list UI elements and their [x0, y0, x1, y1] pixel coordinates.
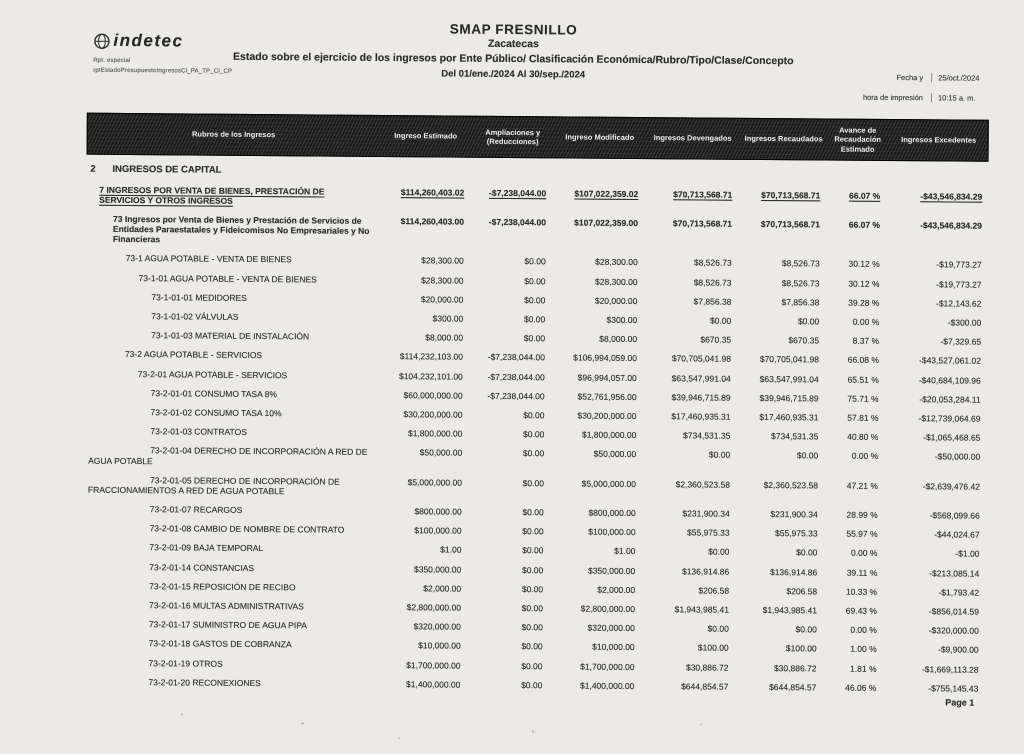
row-estimado: $1,700,000.00 — [375, 659, 467, 670]
row-concept: 73-2-01-05 DERECHO DE INCORPORACIÓN DE FRACCIONAMIENTOS A RED DE AGUA POTABLE — [84, 474, 376, 497]
row-recaudados: $0.00 — [735, 547, 823, 558]
row-concept: 73-1 AGUA POTABLE - VENTA DE BIENES — [86, 253, 378, 265]
row-ampliaciones: $0.00 — [470, 256, 552, 267]
row-devengados: $8,526.73 — [644, 257, 738, 268]
row-concept: 73-2-01-17 SUMINISTRO DE AGUA PIPA — [83, 619, 375, 631]
row-avance: 75.71 % — [825, 393, 885, 404]
row-avance: 65.51 % — [825, 374, 885, 385]
row-ampliaciones: $0.00 — [467, 545, 549, 556]
print-date-row — [863, 73, 995, 83]
row-modificado: $5,000,000.00 — [550, 478, 642, 499]
row-excedentes: -$19,773.27 — [886, 279, 988, 290]
row-modificado: $300.00 — [551, 314, 643, 325]
row-ampliaciones: -$7,238,044.00 — [469, 371, 551, 382]
row-modificado: $320,000.00 — [549, 622, 641, 633]
row-avance: 66.07 % — [826, 190, 886, 211]
row-ampliaciones: $0.00 — [470, 275, 552, 286]
row-recaudados: $0.00 — [737, 316, 825, 327]
row-avance: 0.00 % — [825, 316, 885, 327]
row-avance: 0.00 % — [823, 548, 883, 559]
report-title: Estado sobre el ejercicio de los ingresos por Ente Público/ Clasificación Económica/Rubro/Tipo/Clase/Concepto — [1, 49, 1024, 69]
row-modificado: $8,000.00 — [551, 333, 643, 344]
row-estimado: $2,800,000.00 — [375, 602, 467, 613]
row-concept: 73-1-01 AGUA POTABLE - VENTA DE BIENES — [86, 272, 378, 284]
row-excedentes: -$1,065,468.65 — [884, 432, 986, 443]
row-devengados: $206.58 — [641, 585, 735, 596]
row-avance: 0.00 % — [823, 625, 883, 636]
row-recaudados: $70,705,041.98 — [737, 354, 825, 365]
row-recaudados: $7,856.38 — [737, 297, 825, 308]
row-ampliaciones: $0.00 — [466, 679, 548, 690]
row-estimado: $60,000,000.00 — [377, 390, 469, 401]
row-modificado: $1,400,000.00 — [548, 680, 640, 691]
scan-speck — [532, 730, 534, 733]
row-concept: 73-2-01-03 CONTRATOS — [84, 426, 376, 438]
row-estimado: $1,400,000.00 — [374, 679, 466, 690]
row-ampliaciones: $0.00 — [468, 410, 550, 421]
row-avance: 66.07 % — [826, 219, 886, 250]
row-estimado: $8,000.00 — [377, 332, 469, 343]
report-table — [82, 113, 989, 699]
column-header-excedentes: Ingresos Excedentes — [888, 131, 990, 149]
row-recaudados: $206.58 — [735, 586, 823, 597]
row-ampliaciones: $0.00 — [468, 448, 550, 469]
row-modificado: $2,000.00 — [549, 584, 641, 595]
row-avance: 30.12 % — [826, 259, 886, 270]
row-modificado: $10,000.00 — [549, 642, 641, 653]
row-estimado: $30,200,000.00 — [376, 409, 468, 420]
row-recaudados: $136,914.86 — [735, 566, 823, 577]
row-devengados: $734,531.35 — [642, 430, 736, 441]
column-header-avance: Avance de Recaudación Estimado — [828, 121, 888, 158]
row-devengados: $17,460,935.31 — [642, 411, 736, 422]
row-devengados: $30,886.72 — [640, 662, 734, 673]
row-devengados: $63,547,991.04 — [643, 373, 737, 384]
row-devengados: $70,713,568.71 — [644, 218, 738, 249]
print-info — [863, 73, 995, 114]
row-ampliaciones: $0.00 — [468, 526, 550, 537]
row-devengados: $136,914.86 — [641, 566, 735, 577]
row-avance: 66.08 % — [825, 355, 885, 366]
column-header-devengados: Ingresos Devengados — [646, 129, 740, 147]
row-recaudados: $70,713,568.71 — [738, 189, 826, 210]
row-excedentes: -$1.00 — [883, 548, 985, 559]
row-devengados: $2,360,523.58 — [642, 479, 736, 500]
row-devengados: $0.00 — [643, 315, 737, 326]
row-devengados: $7,856.38 — [643, 296, 737, 307]
row-avance: 8.37 % — [825, 336, 885, 347]
report-id-line1: Rpt. especial — [93, 57, 232, 68]
row-excedentes: -$12,143.62 — [885, 298, 987, 309]
row-modificado: $100,000.00 — [550, 527, 642, 538]
row-modificado: $107,022,359.00 — [552, 217, 644, 248]
row-modificado: $107,022,359.02 — [552, 188, 644, 209]
entity-state: Zacatecas — [1, 34, 1024, 54]
table-header-row — [87, 113, 989, 162]
row-modificado: $350,000.00 — [549, 565, 641, 576]
row-concept: 73-2-01-20 RECONEXIONES — [82, 676, 374, 688]
row-modificado: $106,994,059.00 — [551, 353, 643, 364]
row-excedentes: -$2,639,476.42 — [884, 481, 986, 502]
section-label: INGRESOS DE CAPITAL — [112, 164, 221, 176]
row-ampliaciones: -$7,238,044.00 — [469, 390, 551, 401]
row-recaudados: $670.35 — [737, 335, 825, 346]
row-concept: 73-2 AGUA POTABLE - SERVICIOS — [85, 349, 377, 361]
row-estimado: $114,232,103.00 — [377, 351, 469, 362]
row-modificado: $28,300.00 — [552, 257, 644, 268]
row-avance: 55.97 % — [824, 529, 884, 540]
row-concept: 7 INGRESOS POR VENTA DE BIENES, PRESTACIÓN DE SERVICIOS Y OTROS INGRESOS — [86, 184, 378, 207]
row-recaudados: $1,943,985.41 — [735, 605, 823, 616]
row-recaudados: $644,854.57 — [734, 682, 822, 693]
logo-text: indetec — [113, 31, 183, 52]
row-estimado: $28,300.00 — [378, 255, 470, 266]
row-recaudados: $17,460,935.31 — [736, 412, 824, 423]
row-estimado: $320,000.00 — [375, 621, 467, 632]
row-modificado: $1.00 — [549, 546, 641, 557]
row-avance: 28.99 % — [824, 510, 884, 521]
row-excedentes: -$40,684,109.96 — [885, 374, 987, 385]
row-ampliaciones: $0.00 — [467, 641, 549, 652]
row-ampliaciones: $0.00 — [467, 603, 549, 614]
scan-speck — [301, 722, 304, 724]
row-ampliaciones: $0.00 — [467, 564, 549, 575]
row-devengados: $0.00 — [642, 449, 736, 470]
row-ampliaciones: $0.00 — [467, 622, 549, 633]
row-excedentes: -$856,014.59 — [883, 606, 985, 617]
row-concept: 73-2-01-02 CONSUMO TASA 10% — [84, 407, 376, 419]
row-ampliaciones: $0.00 — [468, 507, 550, 518]
entity-title: SMAP FRESNILLO — [1, 18, 1024, 41]
row-excedentes: -$20,053,284.11 — [885, 394, 987, 405]
row-avance: 46.06 % — [822, 682, 882, 693]
page-number: Page 1 — [945, 697, 974, 707]
row-avance: 1.00 % — [823, 644, 883, 655]
row-ampliaciones: $0.00 — [467, 583, 549, 594]
row-avance: 47.21 % — [824, 480, 884, 501]
row-excedentes: -$7,329.65 — [885, 336, 987, 347]
row-modificado: $20,000.00 — [551, 295, 643, 306]
row-estimado: $104,232,101.00 — [377, 371, 469, 382]
row-concept: 73-1-01-02 VÁLVULAS — [85, 311, 377, 323]
row-avance: 1.81 % — [822, 663, 882, 674]
row-excedentes: -$300.00 — [885, 317, 987, 328]
row-concept: 73-2-01-01 CONSUMO TASA 8% — [85, 387, 377, 399]
row-ampliaciones: $0.00 — [467, 660, 549, 671]
row-modificado: $800,000.00 — [550, 507, 642, 518]
row-excedentes: -$43,546,834.29 — [886, 220, 988, 251]
row-ampliaciones: -$7,238,044.00 — [470, 187, 552, 208]
row-estimado: $20,000.00 — [377, 294, 469, 305]
row-devengados: $0.00 — [641, 623, 735, 634]
row-concept: 73-2-01-15 REPOSICIÓN DE RECIBO — [83, 580, 375, 592]
print-date-label: Fecha y — [896, 73, 923, 82]
row-estimado: $800,000.00 — [376, 506, 468, 517]
row-estimado: $10,000.00 — [375, 640, 467, 651]
row-concept: 73-1-01-01 MEDIDORES — [85, 291, 377, 303]
row-devengados: $231,900.34 — [642, 508, 736, 519]
section-code: 2 — [90, 164, 112, 175]
row-concept: 73-2-01-07 RECARGOS — [84, 504, 376, 516]
row-recaudados: $30,886.72 — [734, 662, 822, 673]
row-ampliaciones: -$7,238,044.00 — [469, 352, 551, 363]
print-date-value: 25/oct./2024 — [931, 73, 995, 83]
row-avance: 10.33 % — [823, 586, 883, 597]
print-time-value: 10:15 a. m. — [931, 93, 995, 103]
column-header-rubros: Rubros de los Ingresos — [88, 125, 380, 145]
row-excedentes: -$1,669,113.28 — [882, 663, 984, 674]
row-recaudados: $8,526.73 — [738, 277, 826, 288]
row-modificado: $30,200,000.00 — [550, 410, 642, 421]
row-modificado: $2,800,000.00 — [549, 603, 641, 614]
row-recaudados: $55,975.33 — [736, 528, 824, 539]
row-recaudados: $63,547,991.04 — [737, 373, 825, 384]
row-devengados: $1,943,985.41 — [641, 604, 735, 615]
row-ampliaciones: $0.00 — [468, 429, 550, 440]
row-concept: 73-2-01-16 MULTAS ADMINISTRATIVAS — [83, 600, 375, 612]
row-recaudados: $39,946,715.89 — [737, 393, 825, 404]
row-estimado: $1.00 — [375, 544, 467, 555]
row-modificado: $1,800,000.00 — [550, 429, 642, 440]
row-devengados: $70,705,041.98 — [643, 353, 737, 364]
row-recaudados: $2,360,523.58 — [736, 479, 824, 500]
row-estimado: $28,300.00 — [378, 275, 470, 286]
row-devengados: $644,854.57 — [640, 681, 734, 692]
scan-speck — [700, 723, 702, 725]
row-concept: 73-2-01-14 CONSTANCIAS — [83, 561, 375, 573]
row-concept: 73-2-01-08 CAMBIO DE NOMBRE DE CONTRATO — [84, 523, 376, 535]
table-body — [82, 180, 988, 699]
row-devengados: $39,946,715.89 — [643, 392, 737, 403]
row-modificado: $28,300.00 — [552, 276, 644, 287]
row-avance: 39.11 % — [823, 567, 883, 578]
row-estimado: $100,000.00 — [376, 525, 468, 536]
print-time-label: hora de impresión — [863, 93, 923, 102]
row-avance: 40.80 % — [824, 432, 884, 443]
row-modificado: $1,700,000.00 — [548, 661, 640, 672]
row-estimado: $350,000.00 — [375, 564, 467, 575]
row-excedentes: -$19,773.27 — [886, 259, 988, 270]
row-concept: 73-2-01-19 OTROS — [83, 657, 375, 669]
row-recaudados: $734,531.35 — [736, 431, 824, 442]
row-modificado: $96,994,057.00 — [551, 372, 643, 383]
print-time-row — [863, 93, 995, 103]
row-modificado: $52,761,956.00 — [551, 391, 643, 402]
row-devengados: $0.00 — [641, 546, 735, 557]
row-devengados: $55,975.33 — [642, 527, 736, 538]
row-ampliaciones: $0.00 — [469, 314, 551, 325]
row-concept: 73-1-01-03 MATERIAL DE INSTALACIÓN — [85, 330, 377, 342]
row-excedentes: -$568,099.66 — [884, 510, 986, 521]
row-recaudados: $0.00 — [736, 450, 824, 471]
row-ampliaciones: $0.00 — [468, 477, 550, 498]
row-avance: 69.43 % — [823, 605, 883, 616]
row-recaudados: $231,900.34 — [736, 509, 824, 520]
row-ampliaciones: $0.00 — [469, 333, 551, 344]
row-recaudados: $70,713,568.71 — [738, 219, 826, 250]
scan-speck — [181, 713, 183, 715]
row-excedentes: -$9,900.00 — [883, 644, 985, 655]
row-ampliaciones: $0.00 — [469, 294, 551, 305]
row-avance: 57.81 % — [824, 412, 884, 423]
row-avance: 39.28 % — [825, 297, 885, 308]
column-header-estimado: Ingreso Estimado — [380, 127, 472, 145]
column-header-modificado: Ingreso Modificado — [554, 129, 646, 147]
row-modificado: $50,000.00 — [550, 449, 642, 470]
row-devengados: $670.35 — [643, 334, 737, 345]
row-concept: 73-2-01-18 GASTOS DE COBRANZA — [83, 638, 375, 650]
row-excedentes: -$12,739,064.69 — [884, 413, 986, 424]
row-excedentes: -$755,145.43 — [882, 683, 984, 694]
column-header-recaudados: Ingresos Recaudados — [740, 130, 828, 148]
row-estimado: $5,000,000.00 — [376, 477, 468, 498]
row-devengados: $100.00 — [641, 642, 735, 653]
row-concept: 73-2-01-04 DERECHO DE INCORPORACIÓN A RED DE AGUA POTABLE — [84, 445, 376, 468]
row-devengados: $70,713,568.71 — [644, 189, 738, 210]
column-header-ampliaciones: Ampliaciones y (Reducciones) — [472, 123, 554, 150]
row-recaudados: $8,526.73 — [738, 258, 826, 269]
row-excedentes: -$320,000.00 — [883, 625, 985, 636]
row-excedentes: -$1,793.42 — [883, 587, 985, 598]
row-estimado: $300.00 — [377, 313, 469, 324]
row-excedentes: -$43,527,061.02 — [885, 355, 987, 366]
row-estimado: $50,000.00 — [376, 447, 468, 468]
row-ampliaciones: -$7,238,044.00 — [470, 217, 552, 248]
scan-speck — [398, 737, 400, 739]
row-recaudados: $0.00 — [735, 624, 823, 635]
row-excedentes: -$43,546,834.29 — [886, 190, 988, 211]
row-devengados: $8,526.73 — [644, 277, 738, 288]
report-period: Del 01/ene./2024 Al 30/sep./2024 — [1, 65, 1024, 84]
row-estimado: $114,260,403.00 — [378, 216, 470, 247]
row-excedentes: -$44,024.67 — [884, 529, 986, 540]
row-concept: 73 Ingresos por Venta de Bienes y Prestación de Servicios de Entidades Paraestatales y Fideicomisos No Empresariales y No Financieras — [86, 214, 378, 247]
row-excedentes: -$50,000.00 — [884, 451, 986, 472]
row-avance: 0.00 % — [824, 451, 884, 472]
row-concept: 73-2-01-09 BAJA TEMPORAL — [83, 542, 375, 554]
report-id-line2: rptEstadoPresupuestoIngresosCl_PA_TP_Cl_CP — [93, 66, 232, 77]
row-avance: 30.12 % — [826, 278, 886, 289]
row-concept: 73-2-01 AGUA POTABLE - SERVICIOS — [85, 368, 377, 380]
row-recaudados: $100.00 — [735, 643, 823, 654]
row-excedentes: -$213,085.14 — [883, 568, 985, 579]
row-estimado: $114,260,403.02 — [378, 186, 470, 207]
row-estimado: $2,000.00 — [375, 583, 467, 594]
row-estimado: $1,800,000.00 — [376, 428, 468, 439]
